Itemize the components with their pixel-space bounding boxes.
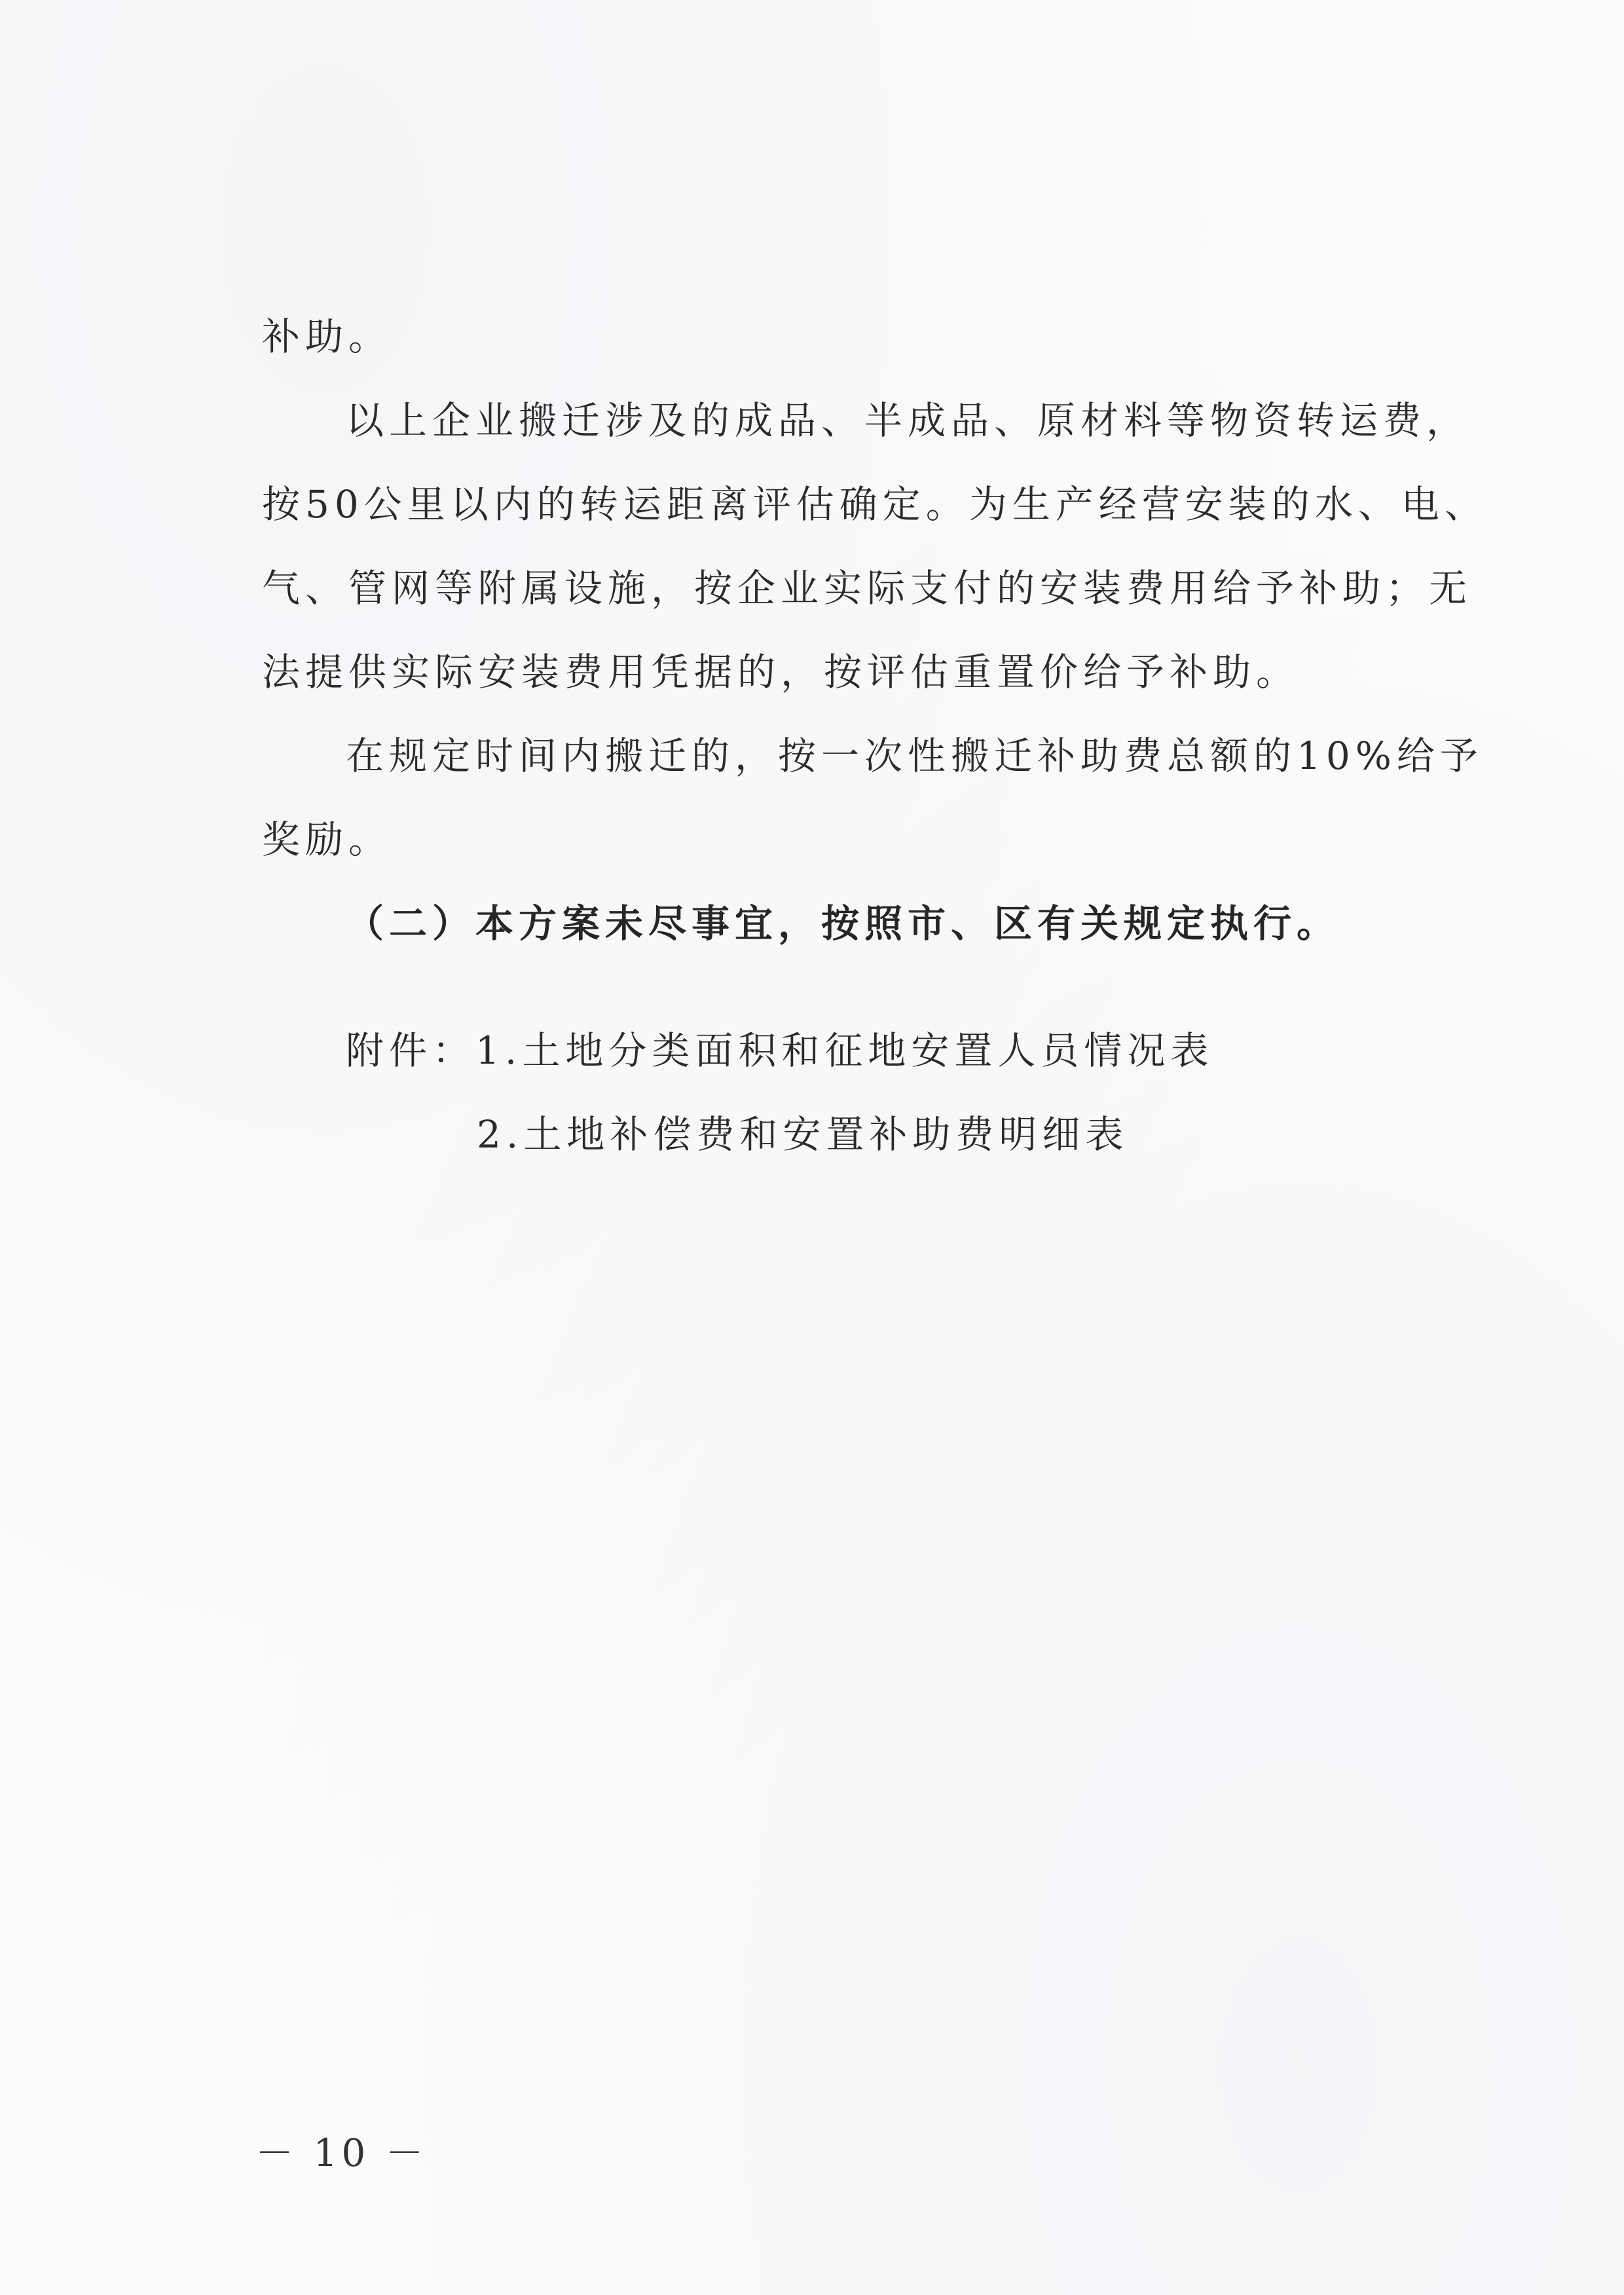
section-heading: （二）本方案未尽事宜，按照市、区有关规定执行。 — [346, 901, 1340, 946]
paragraph-line: 在规定时间内搬迁的，按一次性搬迁补助费总额的10%给予 — [346, 734, 1483, 778]
paragraph-line: 法提供实际安装费用凭据的，按评估重置价给予补助。 — [262, 650, 1300, 694]
attachment-label-text: 附件： — [346, 1028, 476, 1073]
attachment-item: 1.土地分类面积和征地安置人员情况表 — [475, 1028, 1214, 1073]
paragraph-line: 气、管网等附属设施，按企业实际支付的安装费用给予补助；无 — [262, 566, 1473, 610]
paragraph-line: 以上企业搬迁涉及的成品、半成品、原材料等物资转运费， — [346, 398, 1470, 443]
paragraph-line: 补助。 — [262, 314, 392, 359]
paragraph-line: 奖励。 — [262, 817, 392, 862]
attachment-label — [346, 1009, 1213, 1092]
page-number: － 10 － — [255, 2131, 428, 2175]
paragraph-line: 按50公里以内的转运距离评估确定。为生产经营安装的水、电、 — [262, 482, 1488, 527]
attachment-item: 2.土地补偿费和安置补助费明细表 — [477, 1112, 1129, 1157]
